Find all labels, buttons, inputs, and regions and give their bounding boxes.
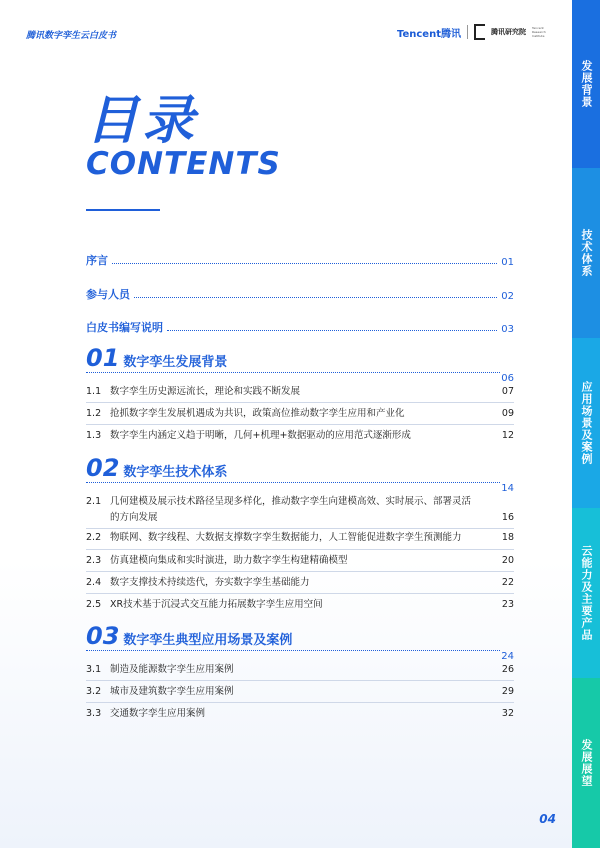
item-page: 16: [501, 512, 514, 523]
page-number: 04: [539, 812, 556, 826]
item-page: 29: [501, 686, 514, 697]
item-text: XR技术基于沉浸式交互能力拓展数字孪生应用空间: [110, 599, 323, 610]
institute-logo-text: 腾讯研究院: [491, 28, 526, 36]
toc-entry-contributors[interactable]: [86, 286, 514, 302]
item-text: 城市及建筑数字孪生应用案例: [110, 686, 234, 697]
dotted-leader: [134, 297, 497, 298]
toc-item-2-3[interactable]: [86, 553, 514, 569]
toc-item-1-3[interactable]: [86, 428, 514, 444]
item-divider: [86, 593, 514, 594]
dotted-leader: [86, 650, 500, 651]
item-number: 1.3: [86, 430, 102, 441]
side-tab-products[interactable]: 云能力及主要产品: [572, 508, 600, 678]
item-divider: [86, 571, 514, 572]
item-page: 09: [501, 408, 514, 419]
item-number: 2.4: [86, 577, 102, 588]
institute-logo-icon: [474, 24, 485, 40]
item-divider: [86, 680, 514, 681]
item-page: 22: [501, 577, 514, 588]
item-text: 几何建模及展示技术路径呈现多样化，推动数字孪生向建模高效、实时展示、部署灵活的方向发展: [110, 496, 472, 523]
item-page: 18: [501, 532, 514, 543]
toc-item-3-3[interactable]: [86, 706, 514, 722]
toc-entry-preface[interactable]: [86, 252, 514, 268]
toc-entry-label: 序言: [86, 254, 108, 267]
section-page: 14: [501, 483, 514, 494]
toc-section-02[interactable]: [86, 454, 514, 494]
section-title: 数字孪生典型应用场景及案例: [123, 633, 293, 648]
section-page: 24: [501, 651, 514, 662]
toc-entry-page: 03: [501, 324, 514, 335]
page-title: 目录: [86, 91, 199, 151]
item-text: 交通数字孪生应用案例: [110, 708, 206, 719]
item-text: 物联网、数字线程、大数据支撑数字孪生数据能力，人工智能促进数字孪生预测能力: [110, 532, 462, 543]
toc-item-1-2[interactable]: [86, 406, 514, 422]
item-text: 数字孪生内涵定义趋于明晰，几何+机理+数据驱动的应用范式逐渐形成: [110, 430, 411, 441]
item-number: 1.1: [86, 386, 102, 397]
item-page: 07: [501, 386, 514, 397]
toc-section-03[interactable]: [86, 622, 514, 662]
item-number: 2.1: [86, 496, 102, 507]
title-underline: [86, 209, 160, 211]
toc-item-3-1[interactable]: [86, 662, 514, 678]
toc-entry-writing-notes[interactable]: [86, 319, 514, 335]
item-number: 3.3: [86, 708, 102, 719]
item-number: 2.2: [86, 532, 102, 543]
item-divider: [86, 702, 514, 703]
dotted-leader: [112, 263, 497, 264]
section-number: 01: [86, 344, 120, 372]
section-number: 02: [86, 454, 120, 482]
item-text: 仿真建模向集成和实时演进，助力数字孪生构建精确模型: [110, 555, 348, 566]
section-number: 03: [86, 622, 120, 650]
dotted-leader: [86, 482, 500, 483]
item-number: 2.5: [86, 599, 102, 610]
item-divider: [86, 424, 514, 425]
tencent-logo: Tencent腾讯: [396, 28, 461, 40]
item-divider: [86, 528, 514, 529]
item-number: 2.3: [86, 555, 102, 566]
item-text: 抢抓数字孪生发展机遇成为共识，政策高位推动数字孪生应用和产业化: [110, 408, 405, 419]
toc-entry-label: 参与人员: [86, 288, 130, 301]
toc-item-2-5[interactable]: [86, 597, 514, 613]
toc-item-2-4[interactable]: [86, 575, 514, 591]
item-text: 制造及能源数字孪生应用案例: [110, 664, 234, 675]
toc-item-1-1[interactable]: [86, 384, 514, 400]
logo-area: [397, 24, 554, 40]
dotted-leader: [86, 372, 500, 373]
toc-section-01[interactable]: [86, 344, 514, 384]
section-title: 数字孪生发展背景: [123, 355, 228, 370]
logo-divider: [467, 25, 468, 39]
document-header-title: 腾讯数字孪生云白皮书: [26, 31, 117, 41]
item-page: 12: [501, 430, 514, 441]
item-page: 20: [501, 555, 514, 566]
toc-entry-page: 02: [501, 291, 514, 302]
item-text: 数字支撑技术持续迭代，夯实数字孪生基础能力: [110, 577, 310, 588]
side-tab-outlook[interactable]: 发展展望: [572, 678, 600, 848]
item-number: 3.1: [86, 664, 102, 675]
item-text: 数字孪生历史源远流长，理论和实践不断发展: [110, 386, 301, 397]
dotted-leader: [167, 330, 497, 331]
section-page: 06: [501, 373, 514, 384]
toc-item-3-2[interactable]: [86, 684, 514, 700]
item-divider: [86, 402, 514, 403]
item-number: 1.2: [86, 408, 102, 419]
item-page: 32: [501, 708, 514, 719]
page-subtitle: CONTENTS: [86, 146, 281, 182]
item-divider: [86, 549, 514, 550]
side-tab-applications[interactable]: 应用场景及案例: [572, 338, 600, 508]
toc-item-2-1[interactable]: [86, 494, 514, 526]
toc-entry-label: 白皮书编写说明: [86, 321, 163, 334]
institute-logo-subtext: Tencent Research Institute: [532, 26, 546, 38]
toc-item-2-2[interactable]: [86, 530, 514, 546]
item-page: 26: [501, 664, 514, 675]
side-tab-technology[interactable]: 技术体系: [572, 168, 600, 338]
section-title: 数字孪生技术体系: [123, 465, 228, 480]
item-page: 23: [501, 599, 514, 610]
side-tab-background[interactable]: 发展背景: [572, 0, 600, 168]
toc-entry-page: 01: [501, 257, 514, 268]
item-number: 3.2: [86, 686, 102, 697]
